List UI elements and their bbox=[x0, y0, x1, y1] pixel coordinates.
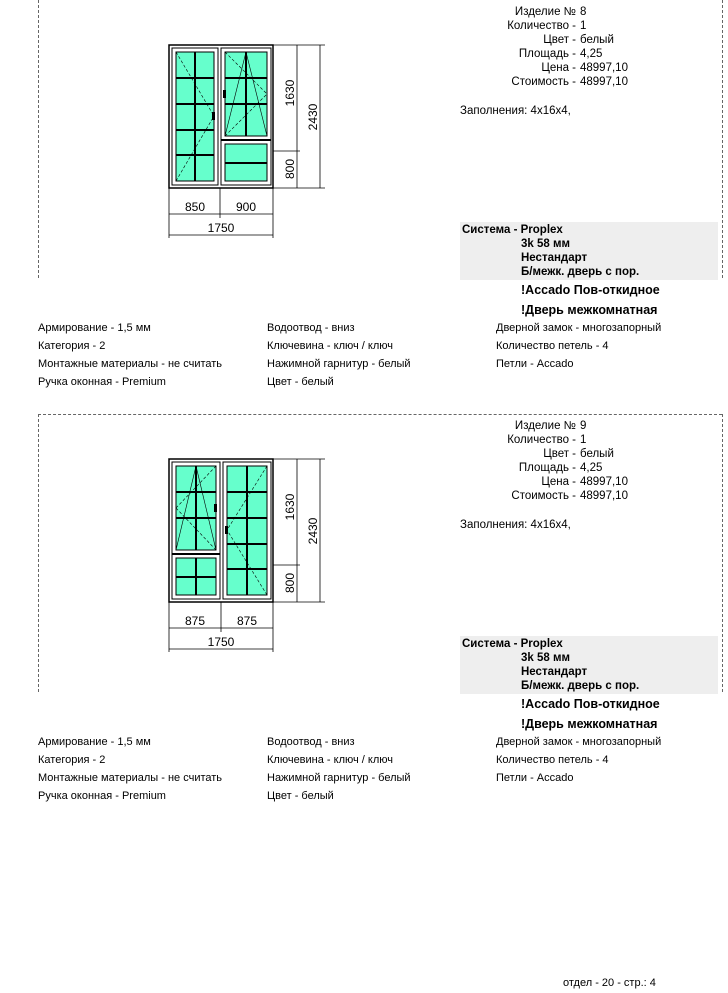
door-type-label: !Дверь межкомнатная bbox=[521, 303, 658, 317]
dashed-border-left bbox=[38, 414, 39, 692]
dashed-border-right bbox=[722, 414, 723, 692]
prop-item: Армирование - 1,5 мм bbox=[38, 736, 151, 748]
spec-row bbox=[440, 19, 628, 33]
spec-row bbox=[440, 433, 628, 447]
prop-item: Количество петель - 4 bbox=[496, 754, 609, 766]
dim-total-width: 1750 bbox=[207, 635, 235, 649]
spec-label: Цена - bbox=[541, 62, 576, 74]
prop-item: Водоотвод - вниз bbox=[267, 322, 355, 334]
spec-label: Количество - bbox=[507, 20, 576, 32]
dim-h-total: 2430 bbox=[306, 517, 320, 545]
dim-w1: 875 bbox=[184, 614, 206, 628]
spec-row bbox=[440, 5, 628, 19]
prop-item: Дверной замок - многозапорный bbox=[496, 322, 662, 334]
item-block-8 bbox=[0, 0, 728, 404]
glazing-fill: Заполнения: 4х16х4, bbox=[460, 519, 571, 531]
spec-row bbox=[440, 489, 628, 503]
door-type-label: !Дверь межкомнатная bbox=[521, 717, 658, 731]
dim-w1: 850 bbox=[184, 200, 206, 214]
dim-w2: 875 bbox=[236, 614, 258, 628]
window-drawing-svg bbox=[160, 38, 335, 238]
spec-label: Количество - bbox=[507, 434, 576, 446]
spec-value: 8 bbox=[580, 6, 587, 18]
window-drawing bbox=[160, 452, 335, 655]
prop-item: Категория - 2 bbox=[38, 754, 106, 766]
spec-row bbox=[440, 447, 628, 461]
dim-h-top: 1630 bbox=[283, 79, 297, 107]
spec-row bbox=[440, 47, 628, 61]
prop-item: Водоотвод - вниз bbox=[267, 736, 355, 748]
spec-value: 48997,10 bbox=[580, 62, 628, 74]
page-footer: отдел - 20 - стр.: 4 bbox=[563, 977, 656, 989]
spec-value: 48997,10 bbox=[580, 76, 628, 88]
prop-item: Цвет - белый bbox=[267, 376, 334, 388]
spec-value: 48997,10 bbox=[580, 490, 628, 502]
spec-row bbox=[440, 75, 628, 89]
spec-value: 4,25 bbox=[580, 48, 603, 60]
prop-item: Армирование - 1,5 мм bbox=[38, 322, 151, 334]
spec-row bbox=[440, 475, 628, 489]
spec-label: Площадь - bbox=[518, 462, 576, 474]
spec-label: Стоимость - bbox=[511, 76, 576, 88]
system-type: Нестандарт bbox=[521, 666, 588, 678]
dashed-border-right bbox=[722, 0, 723, 278]
system-label: Система - Proplex bbox=[462, 638, 563, 650]
spec-table bbox=[440, 419, 628, 503]
system-type: Нестандарт bbox=[521, 252, 588, 264]
system-box bbox=[460, 636, 718, 694]
hardware-label: !Accado Пов-откидное bbox=[521, 697, 660, 711]
system-box bbox=[460, 222, 718, 280]
prop-item: Дверной замок - многозапорный bbox=[496, 736, 662, 748]
prop-item: Петли - Accado bbox=[496, 772, 574, 784]
dim-h-bottom: 800 bbox=[283, 572, 297, 594]
prop-item: Категория - 2 bbox=[38, 340, 106, 352]
spec-row bbox=[440, 419, 628, 433]
system-desc: Б/межк. дверь с пор. bbox=[521, 266, 640, 278]
system-desc: Б/межк. дверь с пор. bbox=[521, 680, 640, 692]
spec-label: Изделие № bbox=[514, 420, 576, 432]
spec-label: Площадь - bbox=[518, 48, 576, 60]
prop-item: Ключевина - ключ / ключ bbox=[267, 340, 393, 352]
spec-label: Цена - bbox=[541, 476, 576, 488]
spec-label: Стоимость - bbox=[511, 490, 576, 502]
item-block-9 bbox=[0, 414, 728, 818]
prop-item: Монтажные материалы - не считать bbox=[38, 358, 223, 370]
spec-value: белый bbox=[580, 34, 614, 46]
spec-row bbox=[440, 61, 628, 75]
spec-row bbox=[440, 33, 628, 47]
system-profile: 3k 58 мм bbox=[521, 652, 570, 664]
window-drawing-svg bbox=[160, 452, 335, 652]
window-drawing bbox=[160, 38, 335, 241]
dashed-border-left bbox=[38, 0, 39, 278]
glazing-fill: Заполнения: 4х16х4, bbox=[460, 105, 571, 117]
spec-value: 4,25 bbox=[580, 462, 603, 474]
dashed-border-top bbox=[38, 414, 722, 415]
spec-label: Цвет - bbox=[543, 34, 576, 46]
spec-value: 1 bbox=[580, 20, 587, 32]
spec-value: 9 bbox=[580, 420, 587, 432]
prop-item: Количество петель - 4 bbox=[496, 340, 609, 352]
prop-item: Нажимной гарнитур - белый bbox=[267, 772, 411, 784]
spec-table bbox=[440, 5, 628, 89]
spec-row bbox=[440, 461, 628, 475]
spec-value: 48997,10 bbox=[580, 476, 628, 488]
hardware-label: !Accado Пов-откидное bbox=[521, 283, 660, 297]
system-label: Система - Proplex bbox=[462, 224, 563, 236]
spec-value: 1 bbox=[580, 434, 587, 446]
prop-item: Нажимной гарнитур - белый bbox=[267, 358, 411, 370]
prop-item: Цвет - белый bbox=[267, 790, 334, 802]
prop-item: Ручка оконная - Premium bbox=[38, 376, 166, 388]
prop-item: Ручка оконная - Premium bbox=[38, 790, 166, 802]
spec-label: Цвет - bbox=[543, 448, 576, 460]
prop-item: Монтажные материалы - не считать bbox=[38, 772, 223, 784]
prop-item: Ключевина - ключ / ключ bbox=[267, 754, 393, 766]
dim-h-bottom: 800 bbox=[283, 158, 297, 180]
system-profile: 3k 58 мм bbox=[521, 238, 570, 250]
spec-label: Изделие № bbox=[514, 6, 576, 18]
dim-h-total: 2430 bbox=[306, 103, 320, 131]
dim-w2: 900 bbox=[235, 200, 257, 214]
dim-h-top: 1630 bbox=[283, 493, 297, 521]
prop-item: Петли - Accado bbox=[496, 358, 574, 370]
dim-total-width: 1750 bbox=[207, 221, 235, 235]
spec-value: белый bbox=[580, 448, 614, 460]
